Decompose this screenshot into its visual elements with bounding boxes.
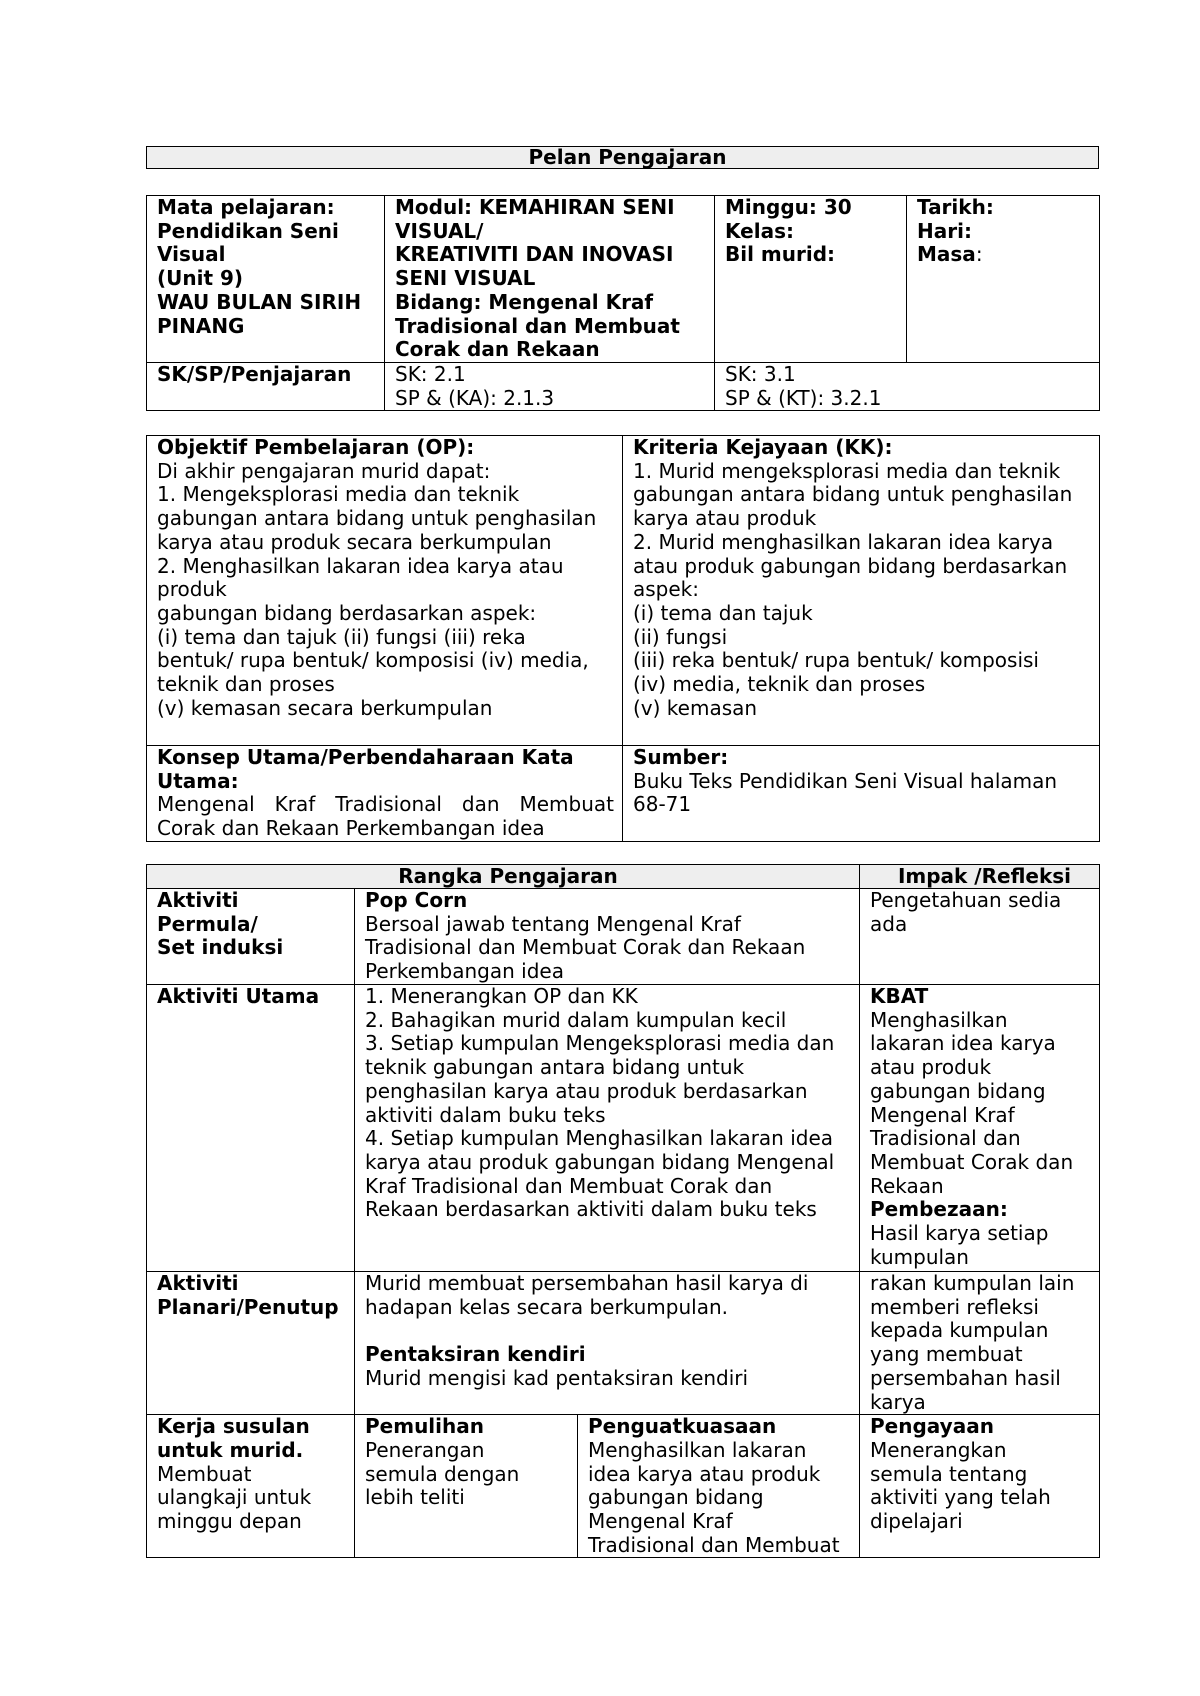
konsep-text: Mengenal Kraf Tradisional dan Membuat Corak dan Rekaan Perkembangan idea <box>157 792 614 841</box>
header-table <box>146 195 1100 411</box>
impak-header: Impak /Refleksi <box>860 865 1100 889</box>
pengayaan-cell: Pengayaan Menerangkan semula tentang aktiviti yang telah dipelajari <box>860 1415 1100 1558</box>
title-table <box>146 146 1099 169</box>
penutup-content: Murid membuat persembahan hasil karya di hadapan kelas secara berkumpulan. Pentaksiran kendiri Murid mengisi kad pentaksiran kendiri <box>355 1272 860 1415</box>
op-title: Objektif Pembelajaran (OP): <box>157 435 475 459</box>
week-cell: Minggu: 30 Kelas: Bil murid: <box>715 196 907 363</box>
op-cell: Objektif Pembelajaran (OP): Di akhir pengajaran murid dapat: 1. Mengeksplorasi media dan teknik gabungan antara bidang untuk penghasilan karya atau produk secara berkumpulan 2. Menghasilkan lakaran idea karya atau produk gabungan bidang berdasarkan aspek: (i) tema dan tajuk (ii) fungsi (iii) reka bentuk/ rupa bentuk/ komposisi (iv) media, teknik dan proses (v) kemasan secara berkumpulan <box>147 436 623 746</box>
kk-cell: Kriteria Kejayaan (KK): 1. Murid mengeksplorasi media dan teknik gabungan antara bidang untuk penghasilan karya atau produk 2. Murid menghasilkan lakaran idea karya atau produk gabungan bidang berdasarkan aspek: (i) tema dan tajuk (ii) fungsi (iii) reka bentuk/ rupa bentuk/ komposisi (iv) media, teknik dan proses (v) kemasan <box>623 436 1100 746</box>
date-cell: Tarikh: Hari: Masa: <box>907 196 1100 363</box>
page-title: Pelan Pengajaran <box>147 147 1099 169</box>
penutup-impak: rakan kumpulan lain memberi refleksi kepada kumpulan yang membuat persembahan hasil karya <box>860 1272 1100 1415</box>
permula-impak: Pengetahuan sedia ada <box>860 889 1100 985</box>
sk-cell-1: SK: 2.1 SP & (KA): 2.1.3 <box>385 363 715 411</box>
rangka-table <box>146 864 1100 1558</box>
bidang-label: Bidang <box>395 289 474 314</box>
sumber-cell: Sumber: Buku Teks Pendidikan Seni Visual halaman 68-71 <box>623 746 1100 842</box>
permula-label: Aktiviti Permula/ Set induksi <box>147 889 355 985</box>
pemulihan-cell: Pemulihan Penerangan semula dengan lebih teliti <box>355 1415 578 1558</box>
utama-impak: KBAT Menghasilkan lakaran idea karya atau produk gabungan bidang Mengenal Kraf Tradisional dan Membuat Corak dan Rekaan Pembezaan: Hasil karya setiap kumpulan <box>860 985 1100 1272</box>
permula-content: Pop Corn Bersoal jawab tentang Mengenal Kraf Tradisional dan Membuat Corak dan Rekaan Perkembangan idea <box>355 889 860 985</box>
sk-cell-2: SK: 3.1 SP & (KT): 3.2.1 <box>715 363 1100 411</box>
konsep-cell: Konsep Utama/Perbendaharaan Kata Utama: Mengenal Kraf Tradisional dan Membuat Corak dan Rekaan Perkembangan idea <box>147 746 623 842</box>
penguatkuasaan-cell: Penguatkuasaan Menghasilkan lakaran idea karya atau produk gabungan bidang Mengenal Kraf Tradisional dan Membuat <box>578 1415 860 1558</box>
kerja-cell: Kerja susulan untuk murid. Membuat ulangkaji untuk minggu depan <box>147 1415 355 1558</box>
module-cell: Modul: KEMAHIRAN SENI VISUAL/ KREATIVITI DAN INOVASI SENI VISUAL Bidang: Mengenal Kraf Tradisional dan Membuat Corak dan Rekaan <box>385 196 715 363</box>
rangka-header: Rangka Pengajaran <box>147 865 860 889</box>
objectives-table <box>146 435 1100 842</box>
utama-content: 1. Menerangkan OP dan KK 2. Bahagikan murid dalam kumpulan kecil 3. Setiap kumpulan Mengeksplorasi media dan teknik gabungan antara bidang untuk penghasilan karya atau produk berdasarkan aktiviti dalam buku teks 4. Setiap kumpulan Menghasilkan lakaran idea karya atau produk gabungan bidang Mengenal Kraf Tradisional dan Membuat Corak dan Rekaan berdasarkan aktiviti dalam buku teks <box>355 985 860 1272</box>
subject-cell: Mata pelajaran: Pendidikan Seni Visual (Unit 9) WAU BULAN SIRIH PINANG <box>147 196 385 363</box>
utama-label: Aktiviti Utama <box>147 985 355 1272</box>
sksp-label: SK/SP/Penjajaran <box>147 363 385 411</box>
penutup-label: Aktiviti Planari/Penutup <box>147 1272 355 1415</box>
kk-title: Kriteria Kejayaan (KK): <box>633 435 893 459</box>
